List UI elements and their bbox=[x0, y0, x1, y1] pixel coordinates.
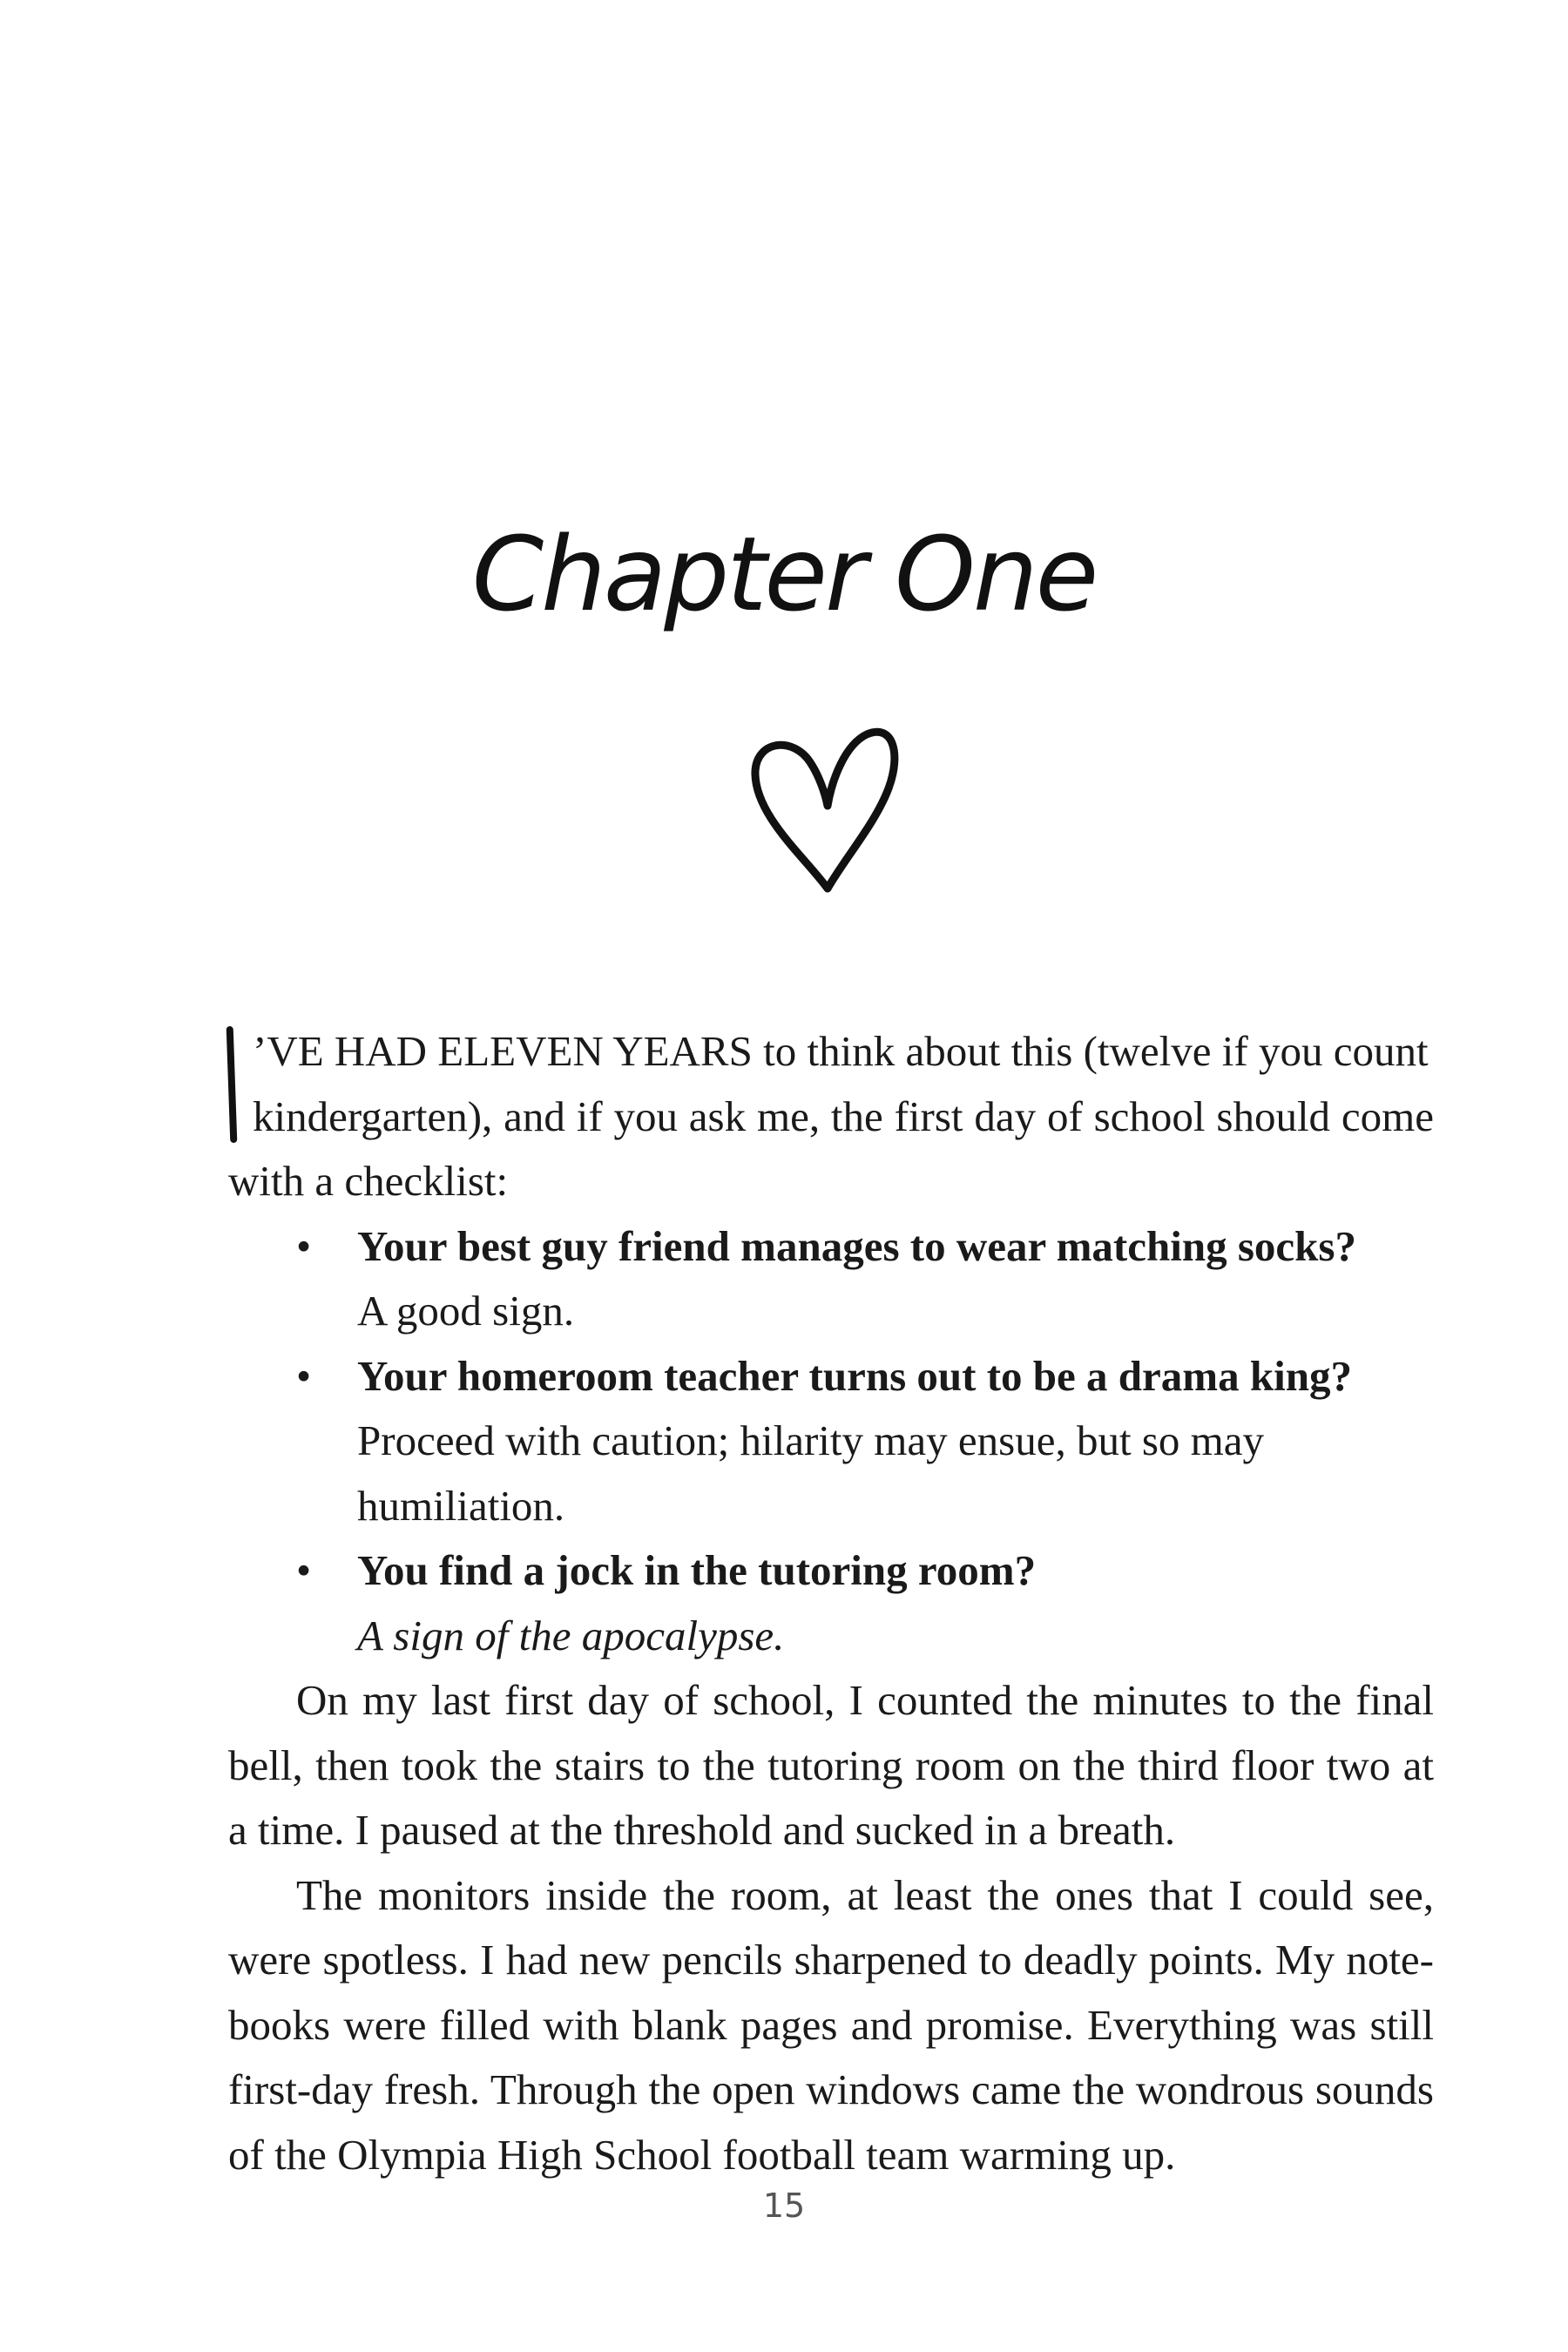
bullet-icon: • bbox=[296, 1221, 312, 1270]
opening-rest: kindergarten), and if you ask me, the first day of school should come with a checklist: bbox=[228, 1092, 1434, 1205]
checklist-answer: A good sign. bbox=[357, 1287, 575, 1335]
checklist-answer: A sign of the apocalypse. bbox=[357, 1611, 785, 1659]
page-number: 15 bbox=[762, 2186, 806, 2225]
bullet-icon: • bbox=[296, 1351, 312, 1400]
bullet-icon: • bbox=[296, 1546, 312, 1594]
heart-icon bbox=[745, 710, 902, 902]
checklist-question: You find a jock in the tutoring room? bbox=[357, 1546, 1037, 1594]
opening-paragraph bbox=[228, 1019, 1434, 1214]
checklist-answer: Proceed with caution; hilarity may ensue, but so may humiliation. bbox=[357, 1416, 1265, 1530]
body-paragraph: The monitors inside the room, at least the ones that I could see, were spotless. I had new pencils sharpened to deadly points. My note-books were filled with blank pages and promise. Everything was still first-day fresh. Through the open windows came the wondrous sounds of the Olympia High School football team warming up. bbox=[228, 1870, 1434, 2179]
body-paragraph: On my last first day of school, I counted the minutes to the final bell, then took the stairs to the tutoring room on the third floor two at a time. I paused at the threshold and sucked in a breath. bbox=[228, 1676, 1434, 1854]
checklist-item bbox=[228, 1538, 1434, 1668]
checklist-item bbox=[228, 1214, 1434, 1344]
checklist-question: Your homeroom teacher turns out to be a drama king? bbox=[357, 1351, 1352, 1400]
opening-first-line: ’VE HAD ELEVEN YEARS to think about this (twelve if you count bbox=[253, 1027, 1429, 1075]
checklist-question: Your best guy friend manages to wear matching socks? bbox=[357, 1221, 1356, 1270]
chapter-title: Chapter One bbox=[471, 514, 1097, 634]
checklist bbox=[228, 1214, 1434, 1669]
chapter-body bbox=[228, 1019, 1434, 2187]
checklist-item bbox=[228, 1344, 1434, 1539]
